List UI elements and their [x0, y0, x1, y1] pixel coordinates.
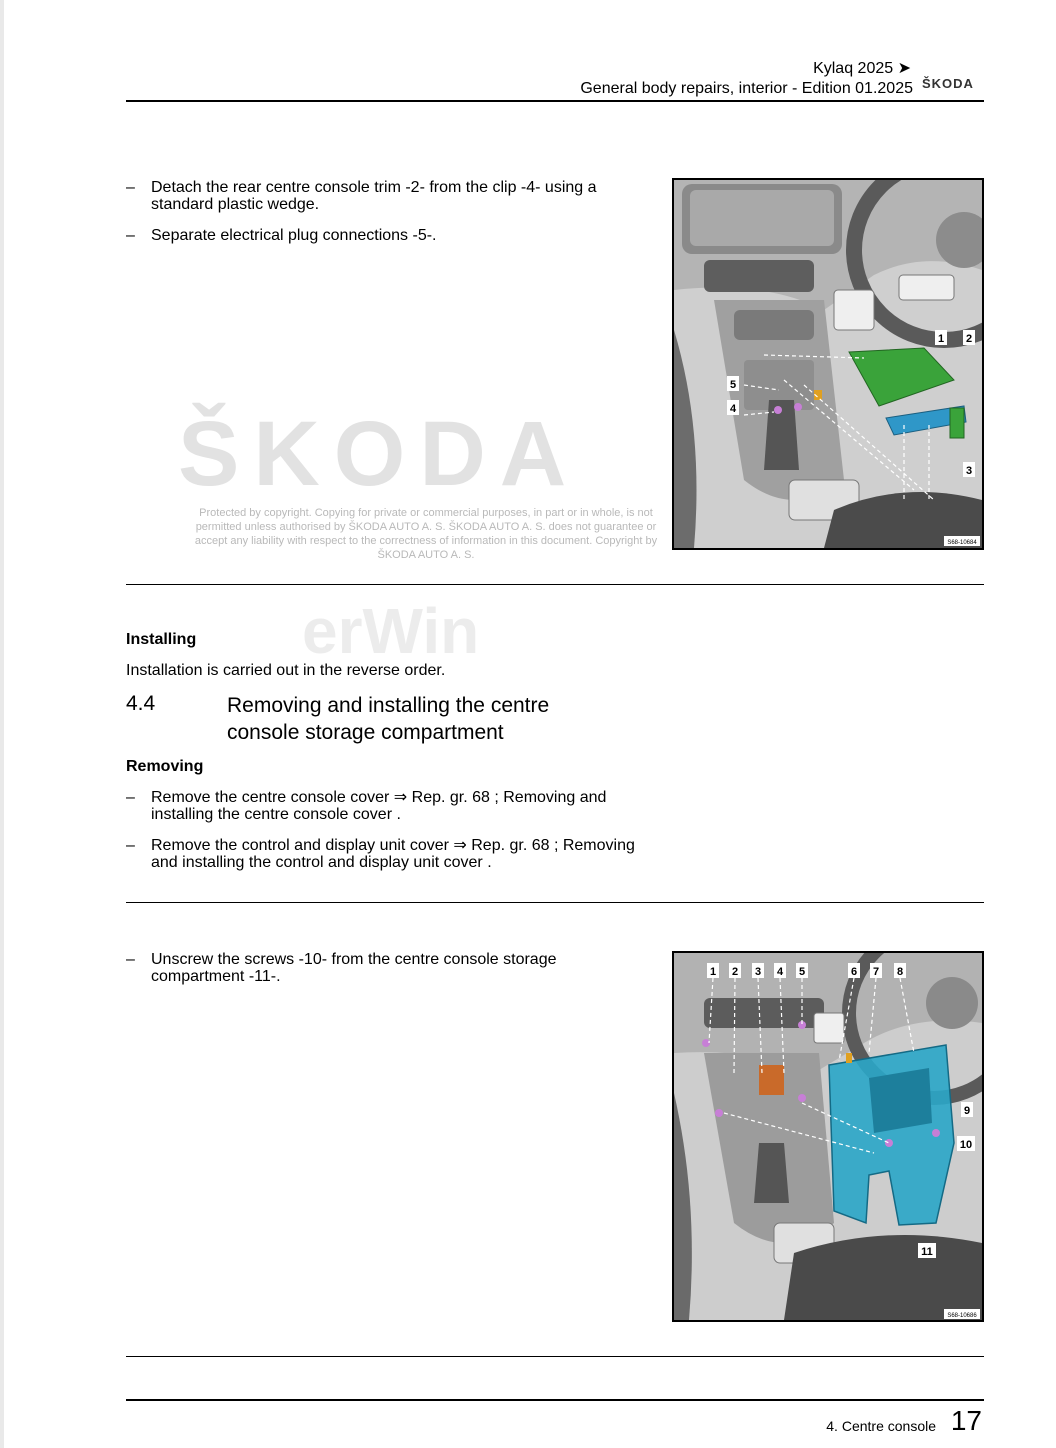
page-edge	[0, 0, 4, 1448]
callout-3: 3	[754, 966, 762, 978]
footer-section: 4. Centre console	[826, 1418, 936, 1434]
step: – Detach the rear centre console trim -2- from the clip -4- using a standard plastic wedge.	[126, 179, 597, 213]
section-rule	[126, 902, 984, 903]
callout-5: 5	[729, 379, 737, 391]
header-title: General body repairs, interior - Edition 01.2025	[580, 80, 913, 97]
watermark-erwin: erWin	[302, 595, 480, 667]
step: – Separate electrical plug connections -5-.	[126, 227, 437, 244]
step: – Remove the control and display unit cover ⇒ Rep. gr. 68 ; Removing and installing the control and display unit cover .	[126, 837, 635, 871]
callout-1: 1	[937, 333, 945, 345]
installing-heading: Installing	[126, 631, 197, 648]
callout-10: 10	[959, 1139, 973, 1151]
callout-9: 9	[963, 1105, 971, 1117]
copyright-notice: Protected by copyright. Copying for private or commercial purposes, in part or in whole, is not permitted unless authorised by ŠKODA AUTO A. S. ŠKODA AUTO A. S. does not guarantee or accept any liability with respect to the correctness of information in this document. Copyright by ŠKODA AUTO A. S.	[194, 507, 658, 561]
callout-8: 8	[896, 966, 904, 978]
footer-rule	[126, 1399, 984, 1401]
page-number: 17	[950, 1405, 982, 1436]
callout-4: 4	[776, 966, 784, 978]
callout-2: 2	[965, 333, 973, 345]
section-title: Removing and installing the centre console storage compartment	[227, 694, 550, 744]
watermark-brand: ŠKODA	[178, 403, 581, 505]
section-rule	[126, 584, 984, 585]
step: – Unscrew the screws -10- from the centre console storage compartment -11-.	[126, 951, 557, 985]
callout-3: 3	[965, 465, 973, 477]
brand-logo: ŠKODA	[922, 76, 974, 91]
callout-4: 4	[729, 403, 737, 415]
callout-5: 5	[798, 966, 806, 978]
header-model: Kylaq 2025 ➤	[813, 60, 911, 77]
header-rule	[126, 100, 984, 102]
figure-storage-compartment	[672, 951, 984, 1322]
figure-id: S68-10686	[947, 1313, 977, 1319]
callout-6: 6	[850, 966, 858, 978]
figure-id: S68-10684	[947, 540, 977, 546]
callout-11: 11	[921, 1246, 933, 1258]
removing-heading: Removing	[126, 758, 204, 775]
callout-2: 2	[731, 966, 739, 978]
callout-1: 1	[709, 966, 717, 978]
figure-centre-console-trim	[672, 178, 984, 550]
section-number: 4.4	[126, 692, 156, 715]
callout-7: 7	[872, 966, 880, 978]
section-rule	[126, 1356, 984, 1357]
installing-text: Installation is carried out in the reverse order.	[126, 662, 446, 679]
step: – Remove the centre console cover ⇒ Rep. gr. 68 ; Removing and installing the centre console cover .	[126, 789, 607, 823]
